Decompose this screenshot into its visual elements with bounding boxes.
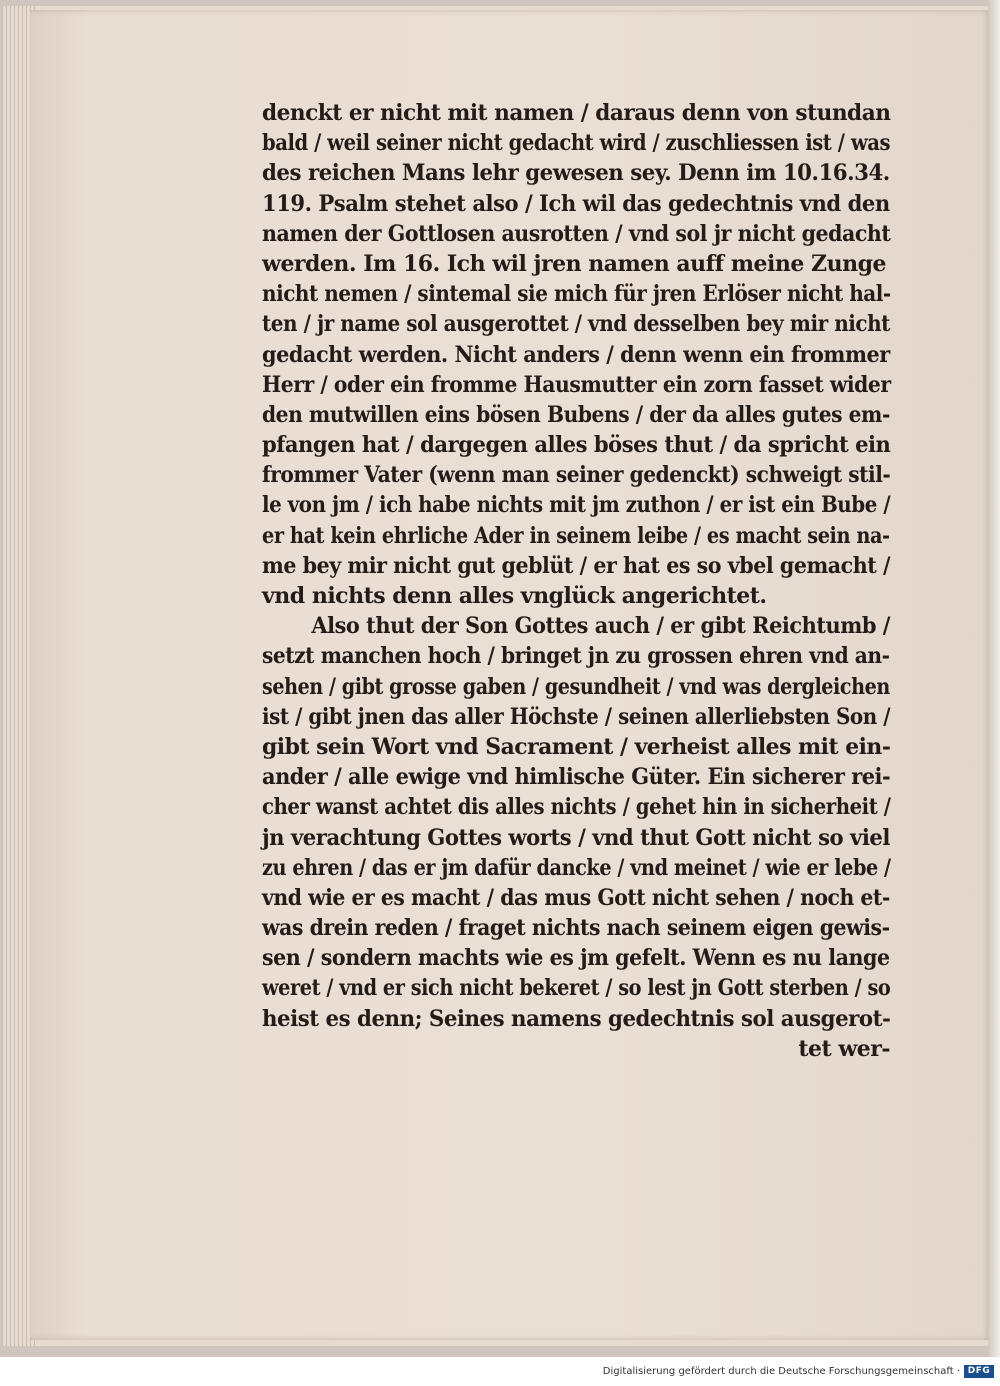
catchword: tet wer-	[798, 1035, 890, 1062]
text-line: vnd nichts denn alles vnglück angerichtet.	[262, 583, 767, 609]
text-line: weret / vnd er sich nicht bekeret / so lest jn Gott sterben / so	[262, 975, 891, 1002]
text-line: setzt manchen hoch / bringet jn zu grossen ehren vnd an-	[262, 643, 890, 670]
text-line: jn verachtung Gottes worts / vnd thut Gott nicht so viel	[262, 824, 890, 851]
text-line: pfangen hat / dargegen alles böses thut / da spricht ein	[262, 432, 891, 459]
text-line: werden. Im 16. Ich wil jren namen auff meine Zunge	[262, 250, 886, 277]
text-line: ander / alle ewige vnd himlische Güter. Ein sicherer rei-	[262, 764, 891, 791]
paragraph-first-line: Also thut der Son Gottes auch / er gibt Reichtumb /	[311, 613, 890, 640]
text-line: was drein reden / fraget nichts nach seinem eigen gewis-	[262, 915, 890, 942]
text-line: frommer Vater (wenn man seiner gedenckt) schweigt stil-	[262, 462, 891, 489]
page-text-block	[262, 98, 890, 1064]
text-line: namen der Gottlosen ausrotten / vnd sol jr nicht gedacht	[262, 220, 891, 247]
text-line: me bey mir nicht gut geblüt / er hat es so vbel gemacht /	[262, 552, 891, 579]
text-line: des reichen Mans lehr gewesen sey. Denn im 10.16.34.	[262, 160, 890, 187]
text-line: ten / jr name sol ausgerottet / vnd desselben bey mir nicht	[262, 311, 890, 338]
text-line: zu ehren / das er jm dafür dancke / vnd meinet / wie er lebe /	[262, 854, 891, 881]
text-line: vnd wie er es macht / das mus Gott nicht sehen / noch et-	[262, 884, 890, 911]
text-line: sen / sondern machts wie es jm gefelt. Wenn es nu lange	[262, 945, 890, 972]
text-line: le von jm / ich habe nichts mit jm zuthon / er ist ein Bube /	[262, 492, 891, 519]
text-line: cher wanst achtet dis alles nichts / gehet hin in sicherheit /	[262, 794, 891, 821]
text-line: gibt sein Wort vnd Sacrament / verheist alles mit ein-	[262, 733, 891, 760]
page-edge	[988, 0, 1000, 1357]
digitization-footer	[0, 1357, 1000, 1386]
text-line: gedacht werden. Nicht anders / denn wenn ein frommer	[262, 341, 890, 368]
funding-credit: Digitalisierung gefördert durch die Deutsche Forschungsgemeinschaft ·	[602, 1366, 960, 1377]
text-line: Herr / oder ein fromme Hausmutter ein zorn fasset wider	[262, 371, 891, 398]
text-line: denckt er nicht mit namen / daraus denn von stundan	[262, 100, 891, 126]
text-line: den mutwillen eins bösen Bubens / der da alles gutes em-	[262, 401, 890, 428]
text-line: ist / gibt jnen das aller Höchste / seinen allerliebsten Son /	[262, 703, 891, 730]
text-line: bald / weil seiner nicht gedacht wird / zuschliessen ist / was	[262, 130, 891, 157]
text-line: nicht nemen / sintemal sie mich für jren Erlöser nicht hal-	[262, 281, 891, 308]
text-line: er hat kein ehrliche Ader in seinem leibe / es macht sein na-	[262, 522, 890, 549]
text-line: heist es denn; Seines namens gedechtnis sol ausgerot-	[262, 1005, 891, 1032]
text-line: sehen / gibt grosse gaben / gesundheit / vnd was dergleichen	[262, 673, 890, 700]
text-line: 119. Psalm stehet also / Ich wil das gedechtnis vnd den	[262, 190, 890, 217]
dfg-logo-icon: DFG	[964, 1365, 994, 1378]
